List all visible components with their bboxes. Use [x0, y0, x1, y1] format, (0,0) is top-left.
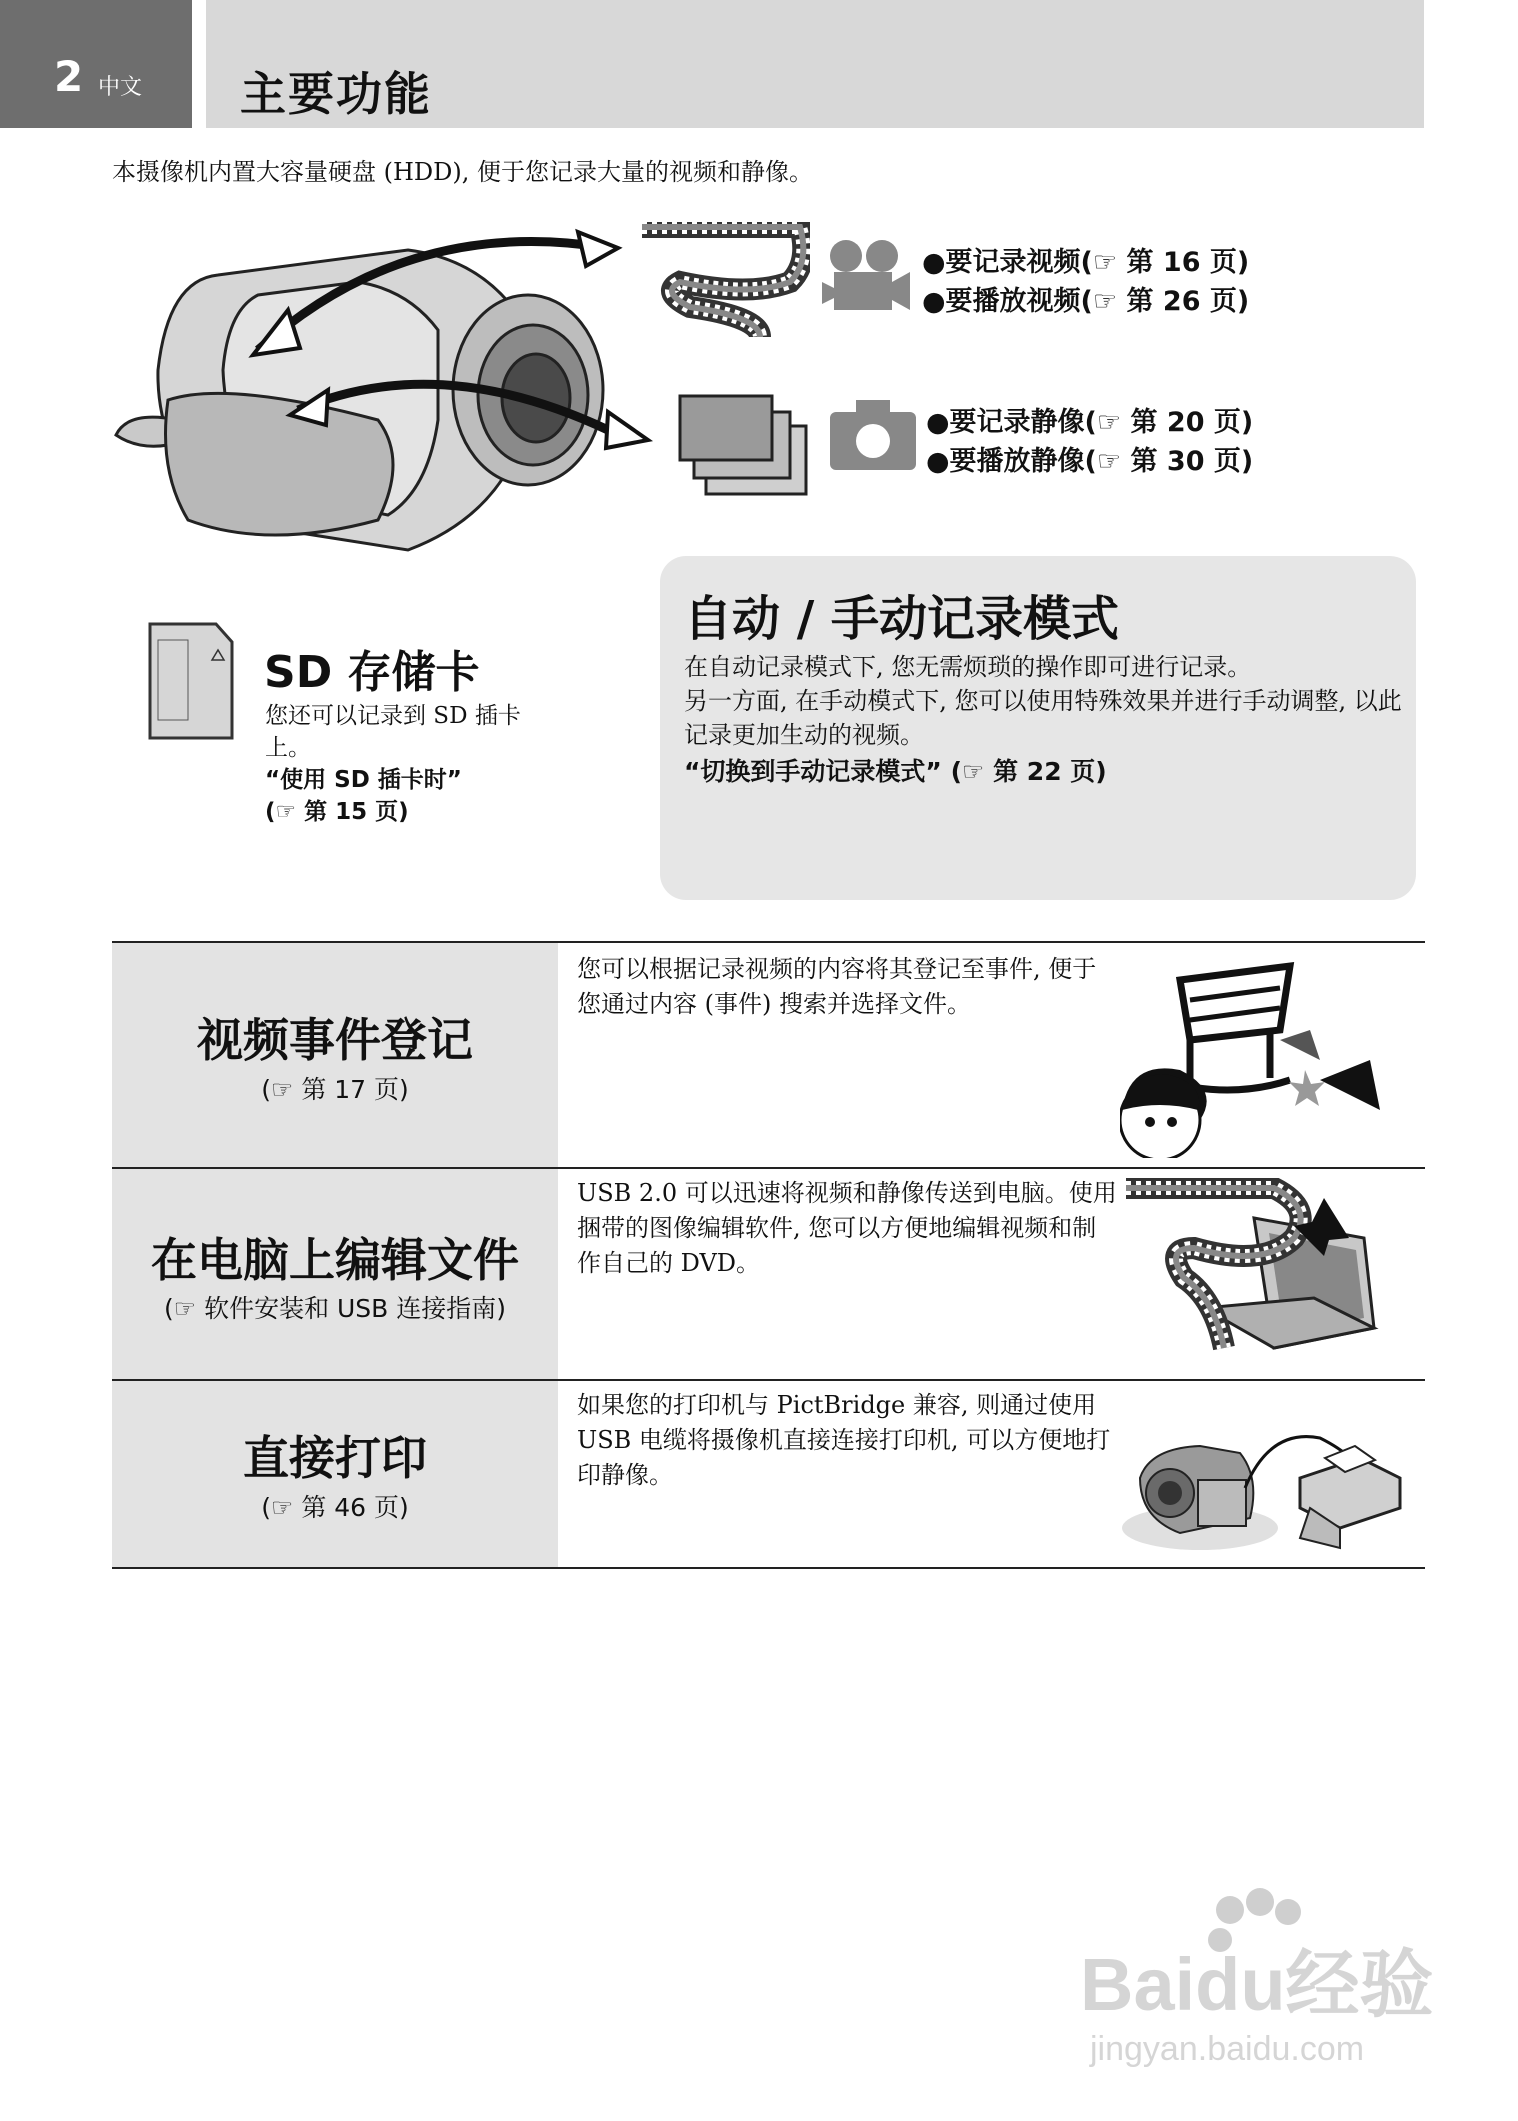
sd-card-desc: 您还可以记录到 SD 插卡上。	[265, 703, 521, 761]
event-registration-desc: 您可以根据记录视频的内容将其登记至事件, 便于您通过内容 (事件) 搜索并选择文件。	[577, 955, 1097, 1018]
pc-edit-desc: USB 2.0 可以迅速将视频和静像传送到电脑。使用捆带的图像编辑软件, 您可以方便地编辑视频和制作自己的 DVD。	[577, 1179, 1117, 1277]
laptop-film-illustration	[1124, 1178, 1384, 1358]
sd-card-link[interactable]	[265, 764, 462, 828]
sd-card-icon	[146, 620, 236, 742]
page-title: 主要功能	[240, 67, 432, 121]
still-feature-list	[926, 400, 1253, 478]
direct-print-desc: 如果您的打印机与 PictBridge 兼容, 则通过使用 USB 电缆将摄像机直接连接打印机, 可以方便地打印静像。	[577, 1391, 1111, 1489]
sd-card-title: SD 存储卡	[264, 647, 480, 698]
direct-print-title: 直接打印	[243, 1431, 427, 1485]
watermark-brand: Baidu经验	[1080, 1943, 1434, 2026]
sd-card-link-title: “使用 SD 插卡时”	[265, 767, 462, 793]
recording-mode-desc-manual: 另一方面, 在手动模式下, 您可以使用特殊效果并进行手动调整, 以此记录更加生动的视频。	[684, 687, 1402, 749]
row-divider	[112, 1567, 1425, 1569]
baidu-watermark-logo	[1070, 1880, 1440, 2080]
video-feature-list	[922, 240, 1249, 318]
film-strip-icon	[640, 222, 810, 342]
direct-print-page[interactable]: (☞ 第 46 页)	[261, 1493, 409, 1522]
still-record-link[interactable]: ●要记录静像(☞ 第 20 页)	[926, 407, 1254, 438]
page-number: 2	[54, 52, 84, 101]
camcorder-illustration	[108, 220, 668, 560]
recording-mode-title: 自动 / 手动记录模式	[684, 591, 1119, 647]
language-label: 中文	[98, 75, 143, 100]
movie-camera-icon	[822, 238, 912, 314]
recording-mode-desc-auto: 在自动记录模式下, 您无需烦琐的操作即可进行记录。	[684, 653, 1252, 681]
pc-edit-title: 在电脑上编辑文件	[151, 1233, 519, 1287]
recording-mode-link[interactable]: “切换到手动记录模式” (☞ 第 22 页)	[684, 757, 1107, 786]
video-playback-link[interactable]: ●要播放视频(☞ 第 26 页)	[922, 286, 1250, 317]
watermark-url: jingyan.baidu.com	[1090, 2030, 1365, 2068]
still-playback-link[interactable]: ●要播放静像(☞ 第 30 页)	[926, 446, 1254, 477]
event-registration-page[interactable]: (☞ 第 17 页)	[261, 1075, 409, 1104]
pc-edit-guide[interactable]: (☞ 软件安装和 USB 连接指南)	[163, 1294, 507, 1323]
event-illustration	[1120, 960, 1400, 1158]
recording-mode-desc	[684, 650, 1409, 752]
video-record-link[interactable]: ●要记录视频(☞ 第 16 页)	[922, 247, 1250, 278]
intro-text: 本摄像机内置大容量硬盘 (HDD), 便于您记录大量的视频和静像。	[112, 158, 814, 186]
camcorder-printer-illustration	[1120, 1398, 1410, 1558]
sd-card-link-page: (☞ 第 15 页)	[265, 799, 409, 825]
page-number-tab	[0, 0, 192, 128]
event-registration-title: 视频事件登记	[197, 1013, 473, 1067]
photos-icon	[676, 392, 814, 500]
camera-icon	[828, 396, 918, 472]
